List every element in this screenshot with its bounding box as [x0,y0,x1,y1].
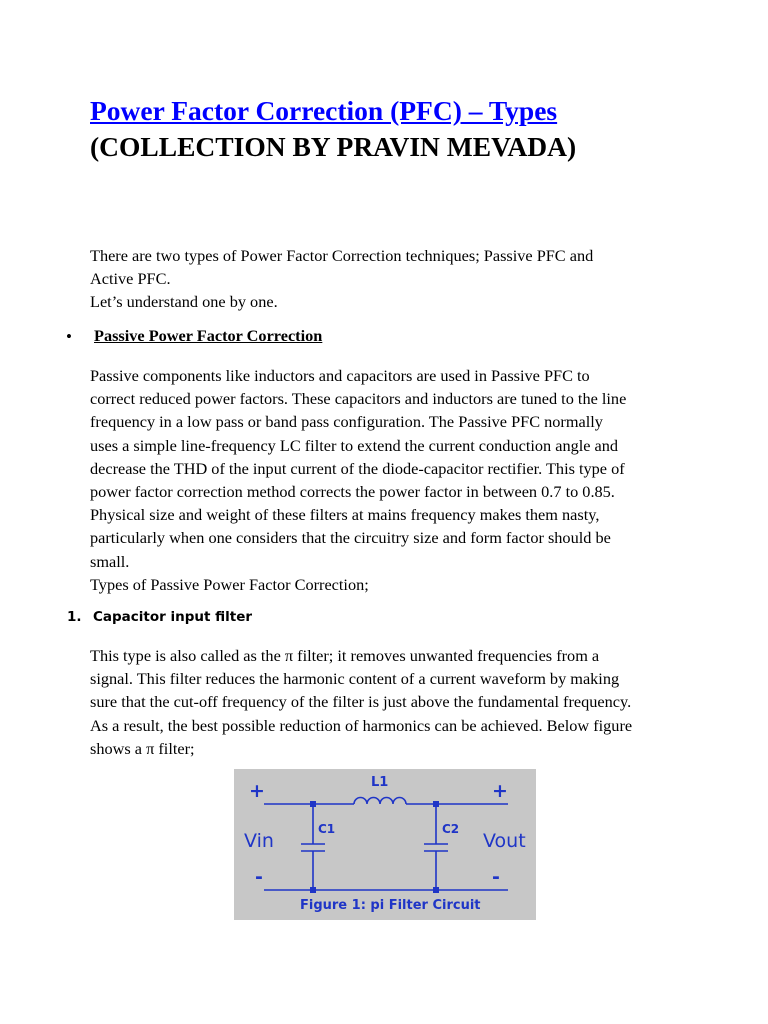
title-link[interactable]: Power Factor Correction (PFC) – Types [90,95,558,126]
inductor-label: L1 [371,775,389,790]
paragraph-line: This type is also called as the π filter; it removes unwanted frequencies from a [90,646,600,665]
c2-label: C2 [442,822,460,836]
junction-node [310,801,316,807]
section-number: 1. [67,609,82,625]
vout-label: Vout [483,830,526,852]
paragraph-line: small. [90,551,130,571]
c1-label: C1 [318,822,336,836]
paragraph-line: Types of Passive Power Factor Correction; [90,574,369,594]
paragraph-line: Physical size and weight of these filters at mains frequency makes them nasty, [90,505,600,525]
junction-node [310,887,316,893]
intro-line: There are two types of Power Factor Correction techniques; Passive PFC and [90,246,594,265]
paragraph-line: sure that the cut-off frequency of the filter is just above the fundamental frequency. [90,692,632,712]
paragraph-line: Passive components like inductors and capacitors are used in Passive PFC to [90,366,590,385]
paragraph-line: particularly when one considers that the circuitry size and form factor should be [90,528,611,548]
capacitor-input-filter-heading [67,606,252,628]
minus-left-label: - [255,866,263,888]
paragraph-line: uses a simple line-frequency LC filter to extend the current conduction angle and [90,435,619,455]
figure-caption: Figure 1: pi Filter Circuit [300,898,481,913]
intro-line: Let’s understand one by one. [90,292,278,312]
paragraph-line: correct reduced power factors. These capacitors and inductors are tuned to the line [90,389,627,409]
paragraph-line: frequency in a low pass or band pass configuration. The Passive PFC normally [90,412,603,432]
passive-pfc-heading: Passive Power Factor Correction [94,326,323,345]
paragraph-line: shows a π filter; [90,738,195,758]
intro-paragraph [90,244,690,314]
vin-label: Vin [244,830,274,852]
bullet-symbol: • [66,327,72,346]
intro-line: Active PFC. [90,269,171,289]
section-title: Capacitor input filter [93,609,253,625]
junction-node [433,887,439,893]
plus-left-label: + [249,780,265,802]
pi-filter-circuit-figure [234,769,536,920]
junction-node [433,801,439,807]
plus-right-label: + [492,780,508,802]
paragraph-line: As a result, the best possible reduction of harmonics can be achieved. Below figure [90,715,633,735]
title-author: (COLLECTION BY PRAVIN MEVADA) [90,131,577,162]
paragraph-line: decrease the THD of the input current of the diode-capacitor rectifier. This type of [90,458,625,478]
paragraph-line: signal. This filter reduces the harmonic content of a current waveform by making [90,669,620,689]
inductor-l1-icon [354,798,406,805]
passive-pfc-paragraph [90,364,690,596]
pi-filter-paragraph [90,644,690,760]
minus-right-label: - [492,866,500,888]
paragraph-line: power factor correction method corrects the power factor in between 0.7 to 0.85. [90,482,615,502]
